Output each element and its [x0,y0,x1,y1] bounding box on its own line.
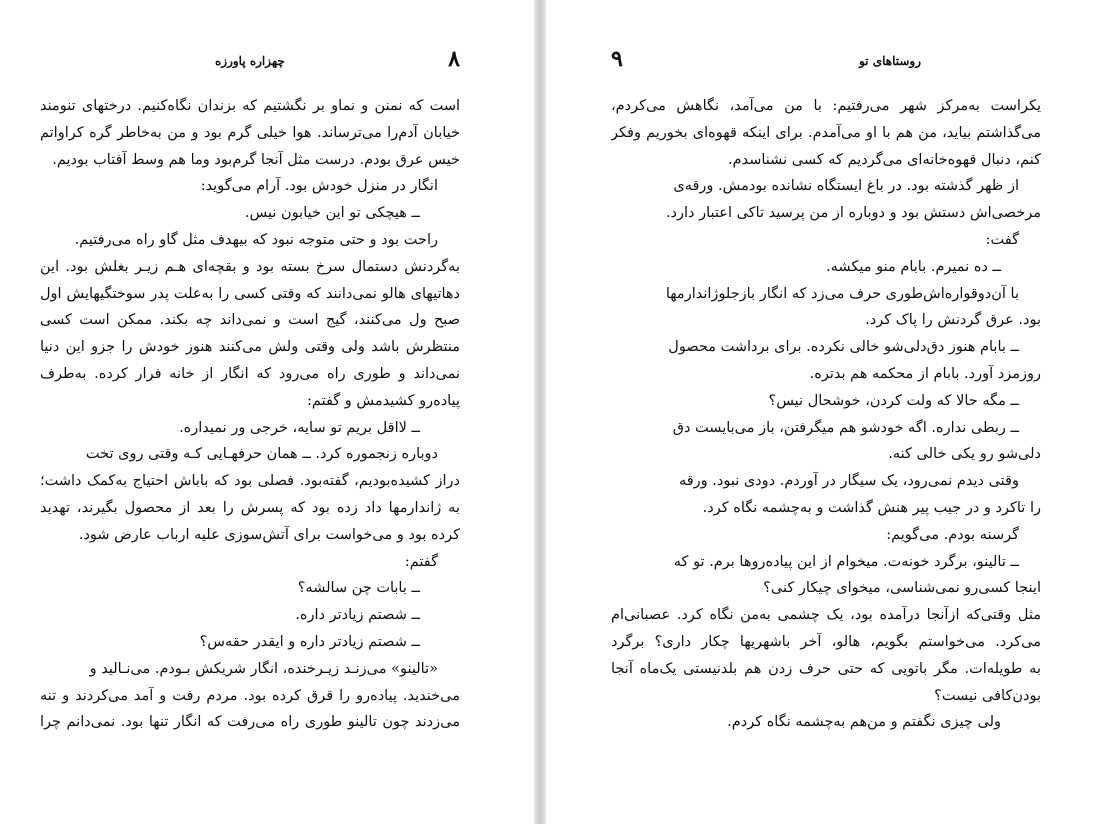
text-line: «تالینو» می‌زنـد زیـرخنده، انگار شریکش بـودم. می‌نـالید و [89,660,438,677]
text-line: راحت بود و حتی متوجه نبود که بیهدف مثل گاو راه می‌رفتیم. [74,231,438,248]
text-line: ــ شصتم زیادتر داره و ایقدر حقه‌س؟ [199,633,420,650]
text-line: ــ لااقل بریم تو سایه، خرجی ور نمیداره. [179,419,420,436]
text-line: بود. عرق گردنش را پاک کرد. [865,312,1041,329]
text-line: دلی‌شو رو یکی خالی کنه. [888,446,1041,463]
left-page-number: ۸ [448,46,460,72]
text-line: دهاتیهای هالو نمی‌دانند که وقتی کسی را به‌علت پدر سوختگیهایش اول [40,285,460,302]
text-line: ــ هیچکی تو این خیابون نیس. [244,205,420,222]
text-line: با آن‌دوقواره‌اش‌طوری حرف می‌زد که انگار بازجلوژاندارمها [665,285,1019,302]
text-line: یکراست به‌مرکز شهر می‌رفتیم: با من می‌آمد، نگاهش می‌کردم، [611,98,1041,114]
text-line: ولی چیزی نگفتم و من‌هم به‌چشمه نگاه کردم. [727,714,1001,731]
left-running-title: چهزاره پاورزه [215,54,285,68]
left-page-text [40,93,460,736]
text-line: می‌زدند چون تالینو طوری راه می‌رفت که انگار تنها بود. نمی‌دانم چرا [40,714,460,731]
text-line: پیاده‌رو کشیدمش و گفتم: [307,392,460,409]
text-line: بودن‌کافی نیست؟ [934,687,1041,704]
text-line: ــ ده نمیرم. بابام منو میکشه. [826,258,1001,275]
text-line: می‌کرد. می‌خواستم بگویم، هالو، آخر باشهریها چکار داری؟ برگرد [611,633,1041,650]
text-line: به طویله‌ات. مگر باتویی که حتی حرف زدن هم بلدنیستی یک‌ماه آنجا [611,660,1041,677]
text-line: وقتی دیدم نمی‌رود، یک سیگار در آوردم. دودی نبود. ورقه [678,473,1019,490]
text-line: ــ ربطی نداره. اگه خودشو هم میگرفتن، باز می‌بایست دق [672,419,1019,436]
text-line: صبح ول می‌کنند، گیج است و نمی‌داند چه بکند. ممکن است کسی [40,312,460,329]
text-line: مرخصی‌اش دستش بود و دوباره از من پرسید تاکی اعتبار دارد. [665,205,1041,222]
text-line: می‌گذاشتم بیاید، من هم با او می‌آمدم. برای اینکه قهوه‌ای بخوریم وفکر [611,124,1041,141]
text-line: می‌خندید. پیاده‌رو را قرق کرده بود. مردم رفت و آمد می‌کردند و تنه [40,687,460,704]
text-line: انگار در منزل خودش بود. آرام می‌گوید: [200,178,438,195]
text-line: ــ مگه حالا که ولت کردن، خوشحال نیس؟ [768,392,1019,409]
text-line: اینجا کسی‌رو نمی‌شناسی، میخوای چیکار کنی؟ [763,580,1041,597]
text-line: است که نمنن و نماو بر نگشتیم که بزندان نگاه‌کنیم. درختهای تنومند [40,98,460,114]
text-line: ــ بابات چن سالشه؟ [297,580,420,597]
text-line: دراز کشیده‌بودیم، گفته‌بود. فصلی بود که باباش احتیاج به‌کمک داشت؛ [40,473,460,490]
left-page-header [40,46,460,74]
right-page-header [611,46,1041,74]
text-line: ــ شصتم زیادتر داره. [295,607,420,624]
text-line: را تاکرد و در جیب پیر هنش گذاشت و به‌چشمه نگاه کرد. [702,499,1041,516]
book-gutter [534,0,546,824]
text-line: ــ بابام هنوز دق‌دلی‌شو خالی نکرده. برای برداشت محصول [668,339,1019,356]
right-page-text [611,93,1041,736]
text-line: روزمزد آورد. بابام از محکمه هم بدتره. [809,365,1041,382]
text-line: مثل وقتی‌که ازآنجا درآمده بود، یک چشمی به‌من نگاه کرد. عصبانی‌ام [611,607,1041,624]
text-line: خیابان آدم‌را می‌ترساند. هوا خیلی گرم بود و من به‌خاطر گره کراواتم [40,124,460,141]
right-running-title: روستاهای تو [858,54,921,68]
text-line: به‌گردنش دستمال سرخ بسته بود و بقچه‌ای هـم زیـر بغلش بود. این [40,258,460,275]
text-line: گفتم: [404,553,438,570]
left-page [0,0,534,824]
text-line: کرده بود و می‌خواست برای آتش‌سوزی علیه ارباب عارض شود. [78,526,460,543]
text-line: ــ تالینو، برگرد خونه‌ت. میخوام از این پیاده‌روها برم. تو که [673,553,1019,570]
text-line: از ظهر گذشته بود. در باغ ایستگاه نشانده بودمش. ورقه‌ی [673,178,1019,195]
text-line: دوباره زنجموره کرد. ــ همان حرفهـایی کـه وقتی روی تخت [85,446,438,463]
text-line: منتظرش باشد ولی وقتی ولش می‌کنند هنوز خودش را جزو این دنیا [40,339,460,356]
text-line: نمی‌داند و طوری راه می‌رود که انگار از خانه فرار کرده. به‌طرف [40,365,460,382]
text-line: به ژاندارمها داد زده بود که پسرش را بعد از محصول بگیرند، تهدید [40,499,460,516]
text-line: گرسنه بودم. می‌گویم: [886,526,1019,543]
text-line: کنم، دنبال قهوه‌خانه‌ای می‌گردیم که کسی نشناسدم. [728,151,1041,168]
text-line: خیس عرق بودم. درست مثل آنجا گرم‌بود وما هم وسط آفتاب بودیم. [52,151,460,168]
right-page [546,0,1099,824]
right-page-number: ۹ [611,46,623,72]
text-line: گفت: [985,231,1019,248]
